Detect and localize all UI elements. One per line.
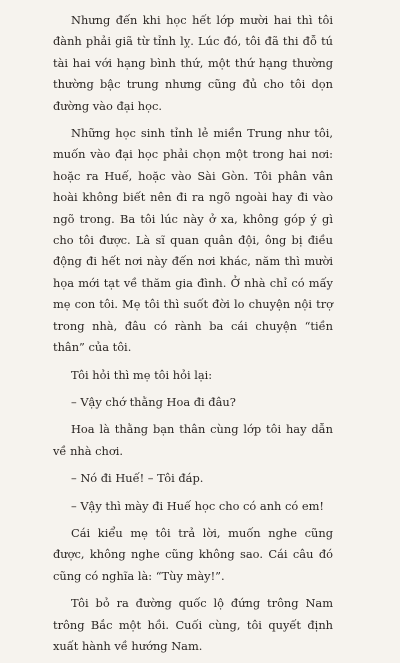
paragraph-1: Nhưng đến khi học hết lớp mười hai thì tôi đành phải giã từ tỉnh lỵ. Lúc đó, tôi đã thi đỗ tú tài hai với hạng bình thứ, một thứ hạng thường thường bậc trung nhưng cũng đủ cho tôi dọn đường vào đại học. <box>53 13 333 113</box>
dialogue-line-1: – Vậy chớ thằng Hoa đi đâu? <box>71 394 236 409</box>
paragraph-3: Tôi hỏi thì mẹ tôi hỏi lại: <box>71 367 213 382</box>
paragraph-8: Cái kiểu mẹ tôi trả lời, muốn nghe cũng được, không nghe cũng không sao. Cái câu đó cũng có nghĩa là: “Tùy mày!”. <box>53 525 333 583</box>
page-text <box>53 10 333 663</box>
dialogue-line-2: – Nó đi Huế! – Tôi đáp. <box>71 471 204 486</box>
paragraph-2: Những học sinh tỉnh lẻ miền Trung như tôi, muốn vào đại học phải chọn một trong hai nơi: hoặc ra Huế, hoặc vào Sài Gòn. Tôi phân vân hoài không biết nên đi ra ngõ ngoài hay đi vào ngõ trong. Ba tôi lúc này ở xa, không góp ý gì cho tôi được. Là sĩ quan quân đội, ông bị điều động đi hết nơi này đến nơi khác, năm thì mười họa mới tạt về thăm gia đình. Ở nhà chỉ có mấy mẹ con tôi. Mẹ tôi thì suốt đời lo chuyện nội trợ trong nhà, đâu có rành ba cái chuyện “tiền thân” của tôi. <box>53 126 333 355</box>
paragraph-5: Hoa là thằng bạn thân cùng lớp tôi hay dẫn về nhà chơi. <box>53 422 333 458</box>
dialogue-line-3: – Vậy thì mày đi Huế học cho có anh có em! <box>71 498 324 513</box>
paragraph-9: Tôi bỏ ra đường quốc lộ đứng trông Nam trông Bắc một hồi. Cuối cùng, tôi quyết định xuất hành về hướng Nam. <box>53 596 333 653</box>
